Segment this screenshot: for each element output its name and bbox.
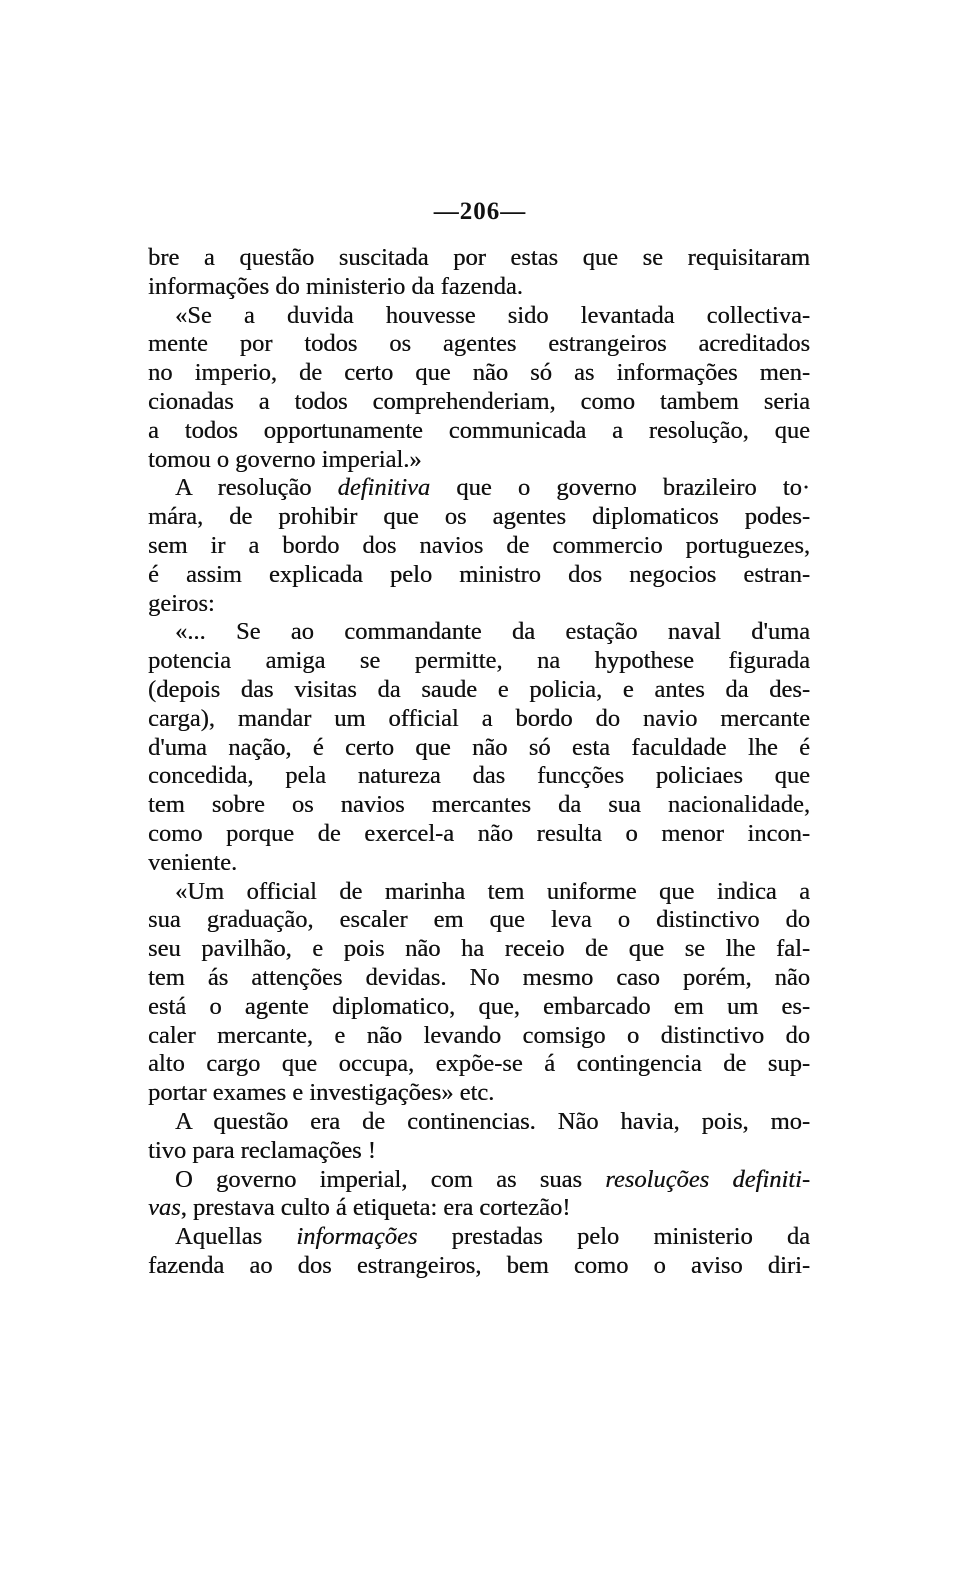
- text-line: [148, 388, 810, 417]
- text-segment: A questão era de continencias. Não havia, pois, mo-: [175, 1107, 810, 1135]
- text-line: [148, 935, 810, 964]
- text-line: [148, 1166, 810, 1195]
- text-segment: «... Se ao commandante da estação naval d'uma: [175, 618, 810, 646]
- text-line: [148, 474, 810, 503]
- text-line: [148, 791, 810, 820]
- text-line: [148, 359, 810, 388]
- text-line: [148, 618, 810, 647]
- text-line: [148, 273, 810, 302]
- text-line: [148, 820, 810, 849]
- text-segment: é assim explicada pelo ministro dos negocios estran-: [148, 560, 810, 588]
- text-segment: fazenda ao dos estrangeiros, bem como o aviso diri-: [148, 1251, 810, 1279]
- text-segment: potencia amiga se permitte, na hypothese figurada: [148, 647, 810, 675]
- text-segment: que o governo brazileiro to·: [430, 474, 811, 502]
- text-segment: mente por todos os agentes estrangeiros acreditados: [148, 330, 810, 358]
- text-line: [148, 734, 810, 763]
- text-segment: tivo para reclamações !: [148, 1136, 376, 1164]
- text-line: [148, 302, 810, 331]
- text-segment: carga), mandar um official a bordo do navio mercante: [148, 704, 810, 732]
- text-segment: caler mercante, e não levando comsigo o distinctivo do: [148, 1021, 810, 1049]
- text-segment: a todos opportunamente communicada a resolução, que: [148, 416, 810, 444]
- body-text: [148, 244, 810, 1281]
- text-segment: informações do ministerio da fazenda.: [148, 272, 523, 300]
- italic-text: vas: [148, 1194, 181, 1222]
- text-line: [148, 446, 810, 475]
- text-segment: está o agente diplomatico, que, embarcado em um es-: [148, 992, 810, 1020]
- text-segment: no imperio, de certo que não só as informações men-: [148, 359, 810, 387]
- text-line: [148, 1252, 810, 1281]
- italic-text: resoluções definiti-: [605, 1165, 810, 1193]
- text-segment: Aquellas: [175, 1223, 297, 1251]
- text-segment: A resolução: [175, 474, 338, 502]
- text-line: [148, 647, 810, 676]
- text-segment: O governo imperial, com as suas: [175, 1165, 606, 1193]
- text-segment: (depois das visitas da saude e policia, e antes da des-: [148, 675, 810, 703]
- text-segment: alto cargo que occupa, expõe-se á contingencia de sup-: [148, 1050, 810, 1078]
- text-segment: tomou o governo imperial.»: [148, 445, 422, 473]
- text-segment: concedida, pela natureza das funcções policiaes que: [148, 762, 810, 790]
- text-line: [148, 849, 810, 878]
- text-segment: prestadas pelo ministerio da: [417, 1223, 810, 1251]
- text-line: [148, 417, 810, 446]
- text-line: [148, 244, 810, 273]
- text-line: [148, 1022, 810, 1051]
- page-number: —206—: [433, 198, 527, 225]
- text-line: [148, 1079, 810, 1108]
- text-segment: veniente.: [148, 848, 238, 876]
- text-line: [148, 1223, 810, 1252]
- text-segment: sem ir a bordo dos navios de commercio portuguezes,: [148, 531, 810, 559]
- text-line: [148, 676, 810, 705]
- text-line: [148, 993, 810, 1022]
- italic-text: definitiva: [337, 474, 431, 502]
- text-line: [148, 964, 810, 993]
- text-line: [148, 1108, 810, 1137]
- text-segment: cionadas a todos comprehenderiam, como tambem seria: [148, 387, 810, 415]
- text-segment: geiros:: [148, 589, 215, 617]
- text-segment: sua graduação, escaler em que leva o distinctivo do: [148, 906, 810, 934]
- text-segment: «Se a duvida houvesse sido levantada collectiva-: [175, 301, 810, 329]
- text-segment: como porque de exercel-a não resulta o menor incon-: [148, 819, 810, 847]
- text-line: [148, 1050, 810, 1079]
- text-line: [148, 561, 810, 590]
- text-line: [148, 906, 810, 935]
- text-segment: bre a questão suscitada por estas que se requisitaram: [148, 244, 810, 271]
- text-line: [148, 532, 810, 561]
- text-segment: d'uma nação, é certo que não só esta faculdade lhe é: [148, 733, 810, 761]
- text-line: [148, 762, 810, 791]
- text-line: [148, 330, 810, 359]
- text-line: [148, 705, 810, 734]
- text-segment: seu pavilhão, e pois não ha receio de que se lhe fal-: [148, 935, 810, 963]
- text-segment: tem sobre os navios mercantes da sua nacionalidade,: [148, 791, 810, 819]
- text-segment: portar exames e investigações» etc.: [148, 1079, 495, 1107]
- text-line: [148, 1194, 810, 1223]
- text-segment: , prestava culto á etiqueta: era cortezão!: [180, 1194, 571, 1222]
- text-segment: «Um official de marinha tem uniforme que indica a: [175, 877, 810, 905]
- text-line: [148, 1137, 810, 1166]
- text-segment: mára, de prohibir que os agentes diplomaticos podes-: [148, 503, 810, 531]
- text-line: [148, 590, 810, 619]
- text-segment: tem ás attenções devidas. No mesmo caso porém, não: [148, 963, 810, 991]
- text-line: [148, 878, 810, 907]
- italic-text: informações: [296, 1223, 418, 1251]
- text-line: [148, 503, 810, 532]
